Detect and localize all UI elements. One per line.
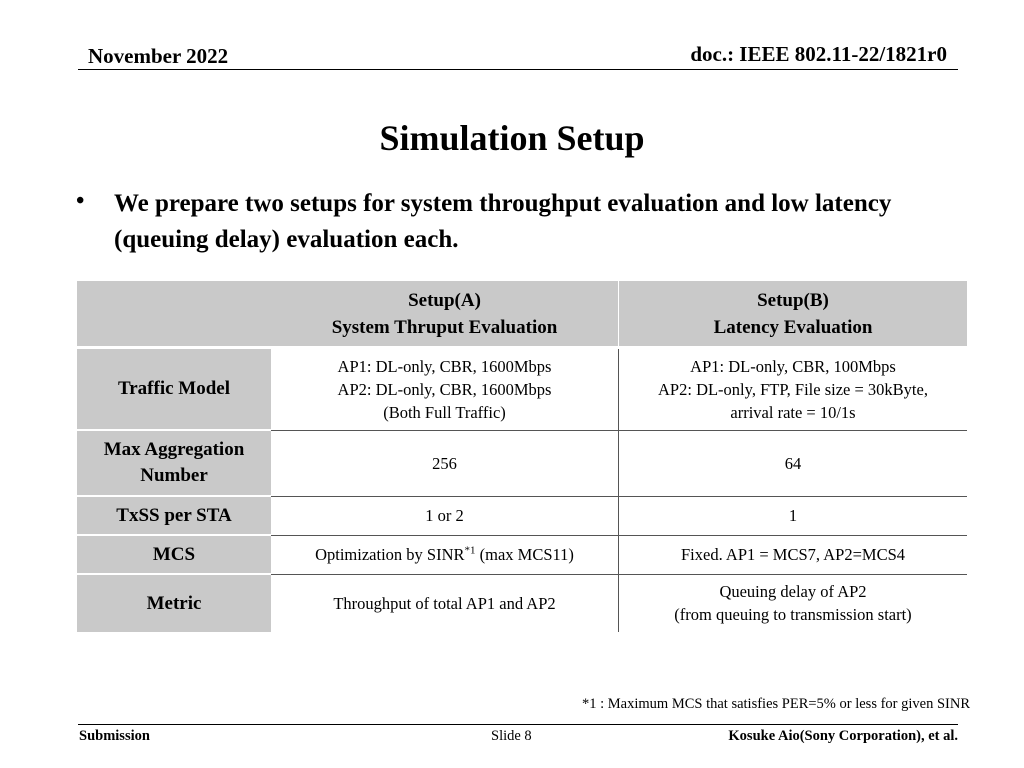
bullet-item <box>76 186 936 258</box>
header-setup-a-line2: System Thruput Evaluation <box>331 316 558 338</box>
header-setup-a-line1: Setup(A) <box>408 289 481 311</box>
header-date: November 2022 <box>88 44 229 68</box>
header-setup-a <box>271 281 619 348</box>
row-label-max-aggregation-line2: Number <box>140 465 208 486</box>
cell-metric-b-line2: (from queuing to transmission start) <box>674 605 912 625</box>
header-empty-cell <box>77 281 271 348</box>
row-label-mcs: MCS <box>77 535 271 574</box>
cell-max-aggregation-b: 64 <box>619 430 968 496</box>
table-row-max-aggregation <box>77 430 967 496</box>
cell-traffic-b-line3: arrival rate = 10/1s <box>730 402 856 422</box>
cell-traffic-a-line2: AP2: DL-only, CBR, 1600Mbps <box>337 379 552 399</box>
footer-author: Kosuke Aio(Sony Corporation), et al. <box>728 728 958 744</box>
row-label-max-aggregation <box>77 430 271 496</box>
header-setup-b-line2: Latency Evaluation <box>713 316 873 338</box>
footnote-ref: *1 <box>464 544 476 557</box>
cell-traffic-b-line2: AP2: DL-only, FTP, File size = 30kByte, <box>658 379 928 399</box>
cell-metric-b-line1: Queuing delay of AP2 <box>719 582 867 602</box>
cell-traffic-b-line1: AP1: DL-only, CBR, 100Mbps <box>690 356 896 376</box>
row-label-metric: Metric <box>77 574 271 632</box>
header-setup-b <box>619 281 968 348</box>
cell-txss-a: 1 or 2 <box>271 496 619 535</box>
row-label-max-aggregation-line1: Max Aggregation <box>103 439 245 460</box>
bullet-text: We prepare two setups for system throughput evaluation and low latency (queuing delay) evaluation each. <box>114 190 892 253</box>
cell-mcs-b: Fixed. AP1 = MCS7, AP2=MCS4 <box>619 535 968 574</box>
row-label-traffic-model: Traffic Model <box>77 348 271 431</box>
table-row-traffic-model <box>77 348 967 431</box>
cell-traffic-a <box>271 348 619 431</box>
footnote: *1 : Maximum MCS that satisfies PER=5% or less for given SINR <box>582 696 970 712</box>
cell-max-aggregation-a: 256 <box>271 430 619 496</box>
cell-mcs-a-prefix: Optimization by SINR <box>315 545 465 564</box>
cell-metric-a: Throughput of total AP1 and AP2 <box>271 574 619 632</box>
footer-slide-number: Slide 8 <box>491 728 532 744</box>
table-row-metric <box>77 574 967 632</box>
cell-traffic-b <box>619 348 968 431</box>
table-header-row <box>77 281 967 348</box>
slide-title: Simulation Setup <box>379 118 645 158</box>
cell-mcs-a-suffix: (max MCS11) <box>475 545 574 564</box>
footer-submission: Submission <box>79 728 150 744</box>
cell-traffic-a-line3: (Both Full Traffic) <box>383 402 506 422</box>
header-doc-id: doc.: IEEE 802.11-22/1821r0 <box>690 42 947 66</box>
cell-traffic-a-line1: AP1: DL-only, CBR, 1600Mbps <box>337 356 552 376</box>
footer-divider <box>78 724 958 725</box>
header-setup-b-line1: Setup(B) <box>757 289 829 311</box>
bullet-icon: • <box>76 188 85 214</box>
cell-txss-b: 1 <box>619 496 968 535</box>
table-row-mcs <box>77 535 967 574</box>
header-divider <box>78 69 958 70</box>
table-row-txss <box>77 496 967 535</box>
cell-mcs-a <box>271 535 619 574</box>
setup-table <box>77 281 967 632</box>
row-label-txss: TxSS per STA <box>77 496 271 535</box>
cell-metric-b <box>619 574 968 632</box>
